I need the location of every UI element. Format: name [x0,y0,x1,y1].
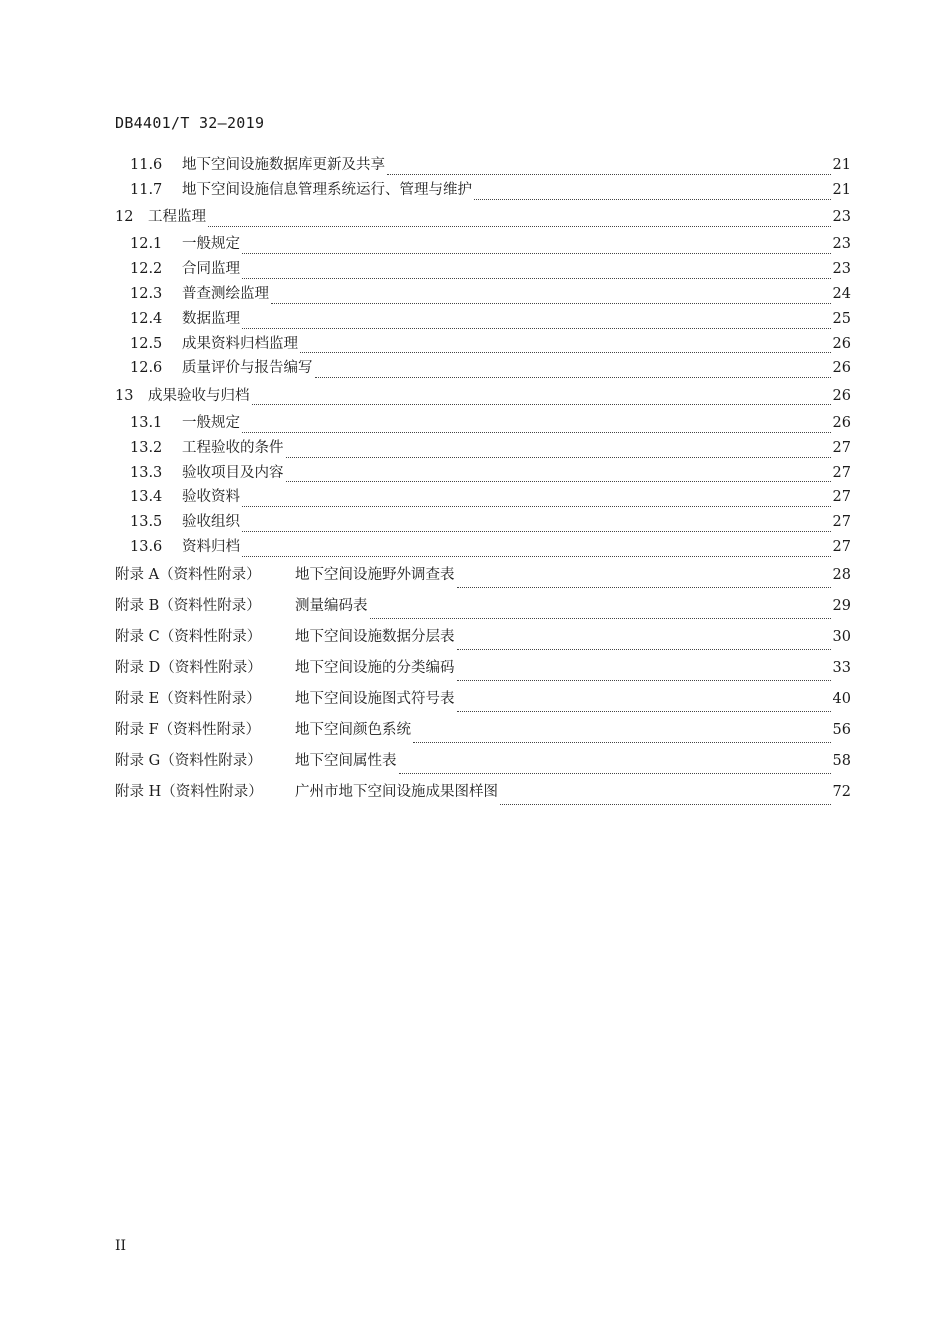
toc-entry-title: 广州市地下空间设施成果图样图 [295,783,498,800]
toc-entry[interactable] [115,282,851,307]
toc-entry-number: 13.4 [130,489,163,506]
toc-entry-title: 地下空间设施的分类编码 [295,659,455,676]
toc-entry[interactable] [115,535,851,560]
toc-entry-title: 地下空间设施图式符号表 [295,690,455,707]
toc-leader-dots [457,648,831,650]
toc-entry-page: 26 [832,335,851,352]
toc-entry-number: 附录 H（资料性附录） [115,783,263,800]
toc-entry-page: 29 [832,597,851,614]
toc-entry-title: 资料归档 [182,538,240,555]
toc-entry-page: 26 [832,387,851,404]
toc-entry-number: 11.6 [130,157,163,173]
toc-entry-number: 13 [115,387,134,404]
toc-entry[interactable] [115,653,851,684]
toc-leader-dots [242,327,831,329]
toc-entry-number: 12.1 [130,236,163,253]
toc-leader-dots [457,586,831,588]
toc-entry-number: 附录 D（资料性附录） [115,659,262,676]
document-code: DB4401/T 32—2019 [115,114,265,132]
toc-leader-dots [242,505,831,507]
toc-entry-title: 成果验收与归档 [148,387,250,404]
toc-entry-page: 21 [832,181,851,198]
toc-entry-title: 一般规定 [182,236,240,253]
toc-entry-number: 12.6 [130,360,163,377]
table-of-contents [115,153,851,808]
toc-entry[interactable] [115,622,851,653]
toc-entry-page: 27 [832,514,851,531]
toc-leader-dots [242,530,831,532]
toc-entry-page: 21 [832,157,851,173]
toc-leader-dots [242,277,831,279]
toc-entry-number: 13.5 [130,514,163,531]
toc-entry-title: 成果资料归档监理 [182,335,298,352]
toc-entry-number: 12.5 [130,335,163,352]
toc-entry[interactable] [115,510,851,535]
toc-entry-page: 25 [832,310,851,327]
toc-leader-dots [286,480,831,482]
toc-leader-dots [242,252,831,254]
toc-entry-number: 13.3 [130,464,163,481]
toc-entry-page: 23 [832,209,851,226]
toc-entry-number: 11.7 [130,181,163,198]
toc-entry-title: 地下空间属性表 [295,752,397,769]
toc-entry[interactable] [115,205,851,230]
toc-entry-title: 工程监理 [148,209,206,226]
page-number: II [115,1238,127,1254]
toc-entry-page: 24 [832,285,851,302]
toc-leader-dots [387,173,831,175]
toc-entry-number: 12.3 [130,285,163,302]
toc-entry[interactable] [115,777,851,808]
toc-leader-dots [271,302,831,304]
toc-entry-number: 附录 A（资料性附录） [115,566,261,583]
toc-entry[interactable] [115,436,851,461]
toc-entry[interactable] [115,591,851,622]
toc-entry-title: 工程验收的条件 [182,439,284,456]
toc-entry[interactable] [115,461,851,486]
toc-entry[interactable] [115,153,851,178]
toc-entry-title: 地下空间设施野外调查表 [295,566,455,583]
toc-entry-page: 40 [832,690,851,707]
toc-entry-page: 26 [832,414,851,431]
toc-entry-page: 56 [832,721,851,738]
toc-entry[interactable] [115,356,851,381]
toc-entry-page: 26 [832,360,851,377]
toc-entry-number: 12 [115,209,134,226]
toc-leader-dots [500,803,831,805]
toc-entry[interactable] [115,384,851,409]
toc-leader-dots [370,617,831,619]
toc-entry-page: 27 [832,489,851,506]
toc-leader-dots [286,456,831,458]
toc-leader-dots [208,225,831,227]
toc-entry-number: 12.4 [130,310,163,327]
toc-entry[interactable] [115,411,851,436]
toc-entry-page: 58 [832,752,851,769]
toc-leader-dots [399,772,831,774]
toc-entry[interactable] [115,746,851,777]
toc-leader-dots [315,376,831,378]
toc-entry-title: 合同监理 [182,261,240,278]
toc-leader-dots [457,710,831,712]
toc-leader-dots [300,351,831,353]
toc-entry-title: 地下空间设施数据分层表 [295,628,455,645]
toc-entry-page: 30 [832,628,851,645]
toc-entry[interactable] [115,485,851,510]
toc-leader-dots [474,198,831,200]
toc-entry[interactable] [115,332,851,357]
toc-entry-title: 地下空间设施数据库更新及共享 [182,157,385,173]
toc-entry[interactable] [115,560,851,591]
toc-entry-number: 13.2 [130,439,163,456]
toc-entry-title: 质量评价与报告编写 [182,360,313,377]
toc-entry[interactable] [115,232,851,257]
toc-entry-page: 23 [832,236,851,253]
toc-entry-title: 地下空间设施信息管理系统运行、管理与维护 [182,181,472,198]
toc-entry-title: 测量编码表 [295,597,368,614]
toc-entry[interactable] [115,257,851,282]
toc-entry-number: 附录 F（资料性附录） [115,721,261,738]
toc-entry-number: 13.1 [130,414,163,431]
toc-entry-page: 27 [832,464,851,481]
toc-entry-title: 普查测绘监理 [182,285,269,302]
toc-entry-page: 27 [832,439,851,456]
toc-entry-page: 28 [832,566,851,583]
toc-entry-number: 附录 B（资料性附录） [115,597,261,614]
toc-entry-page: 23 [832,261,851,278]
toc-entry[interactable] [115,307,851,332]
toc-entry-title: 数据监理 [182,310,240,327]
toc-entry-title: 一般规定 [182,414,240,431]
toc-leader-dots [457,679,831,681]
toc-leader-dots [242,555,831,557]
toc-entry-number: 12.2 [130,261,163,278]
toc-entry-number: 附录 G（资料性附录） [115,752,262,769]
toc-entry-page: 27 [832,538,851,555]
toc-entry-number: 附录 E（资料性附录） [115,690,261,707]
toc-entry-title: 地下空间颜色系统 [295,721,411,738]
toc-entry-title: 验收项目及内容 [182,464,284,481]
toc-entry-page: 33 [832,659,851,676]
toc-leader-dots [413,741,831,743]
toc-entry[interactable] [115,178,851,203]
toc-entry-page: 72 [832,783,851,800]
toc-entry-title: 验收资料 [182,489,240,506]
toc-leader-dots [252,403,831,405]
toc-entry[interactable] [115,684,851,715]
toc-leader-dots [242,431,831,433]
toc-entry[interactable] [115,715,851,746]
toc-entry-number: 附录 C（资料性附录） [115,628,262,645]
toc-entry-number: 13.6 [130,538,163,555]
toc-entry-title: 验收组织 [182,514,240,531]
